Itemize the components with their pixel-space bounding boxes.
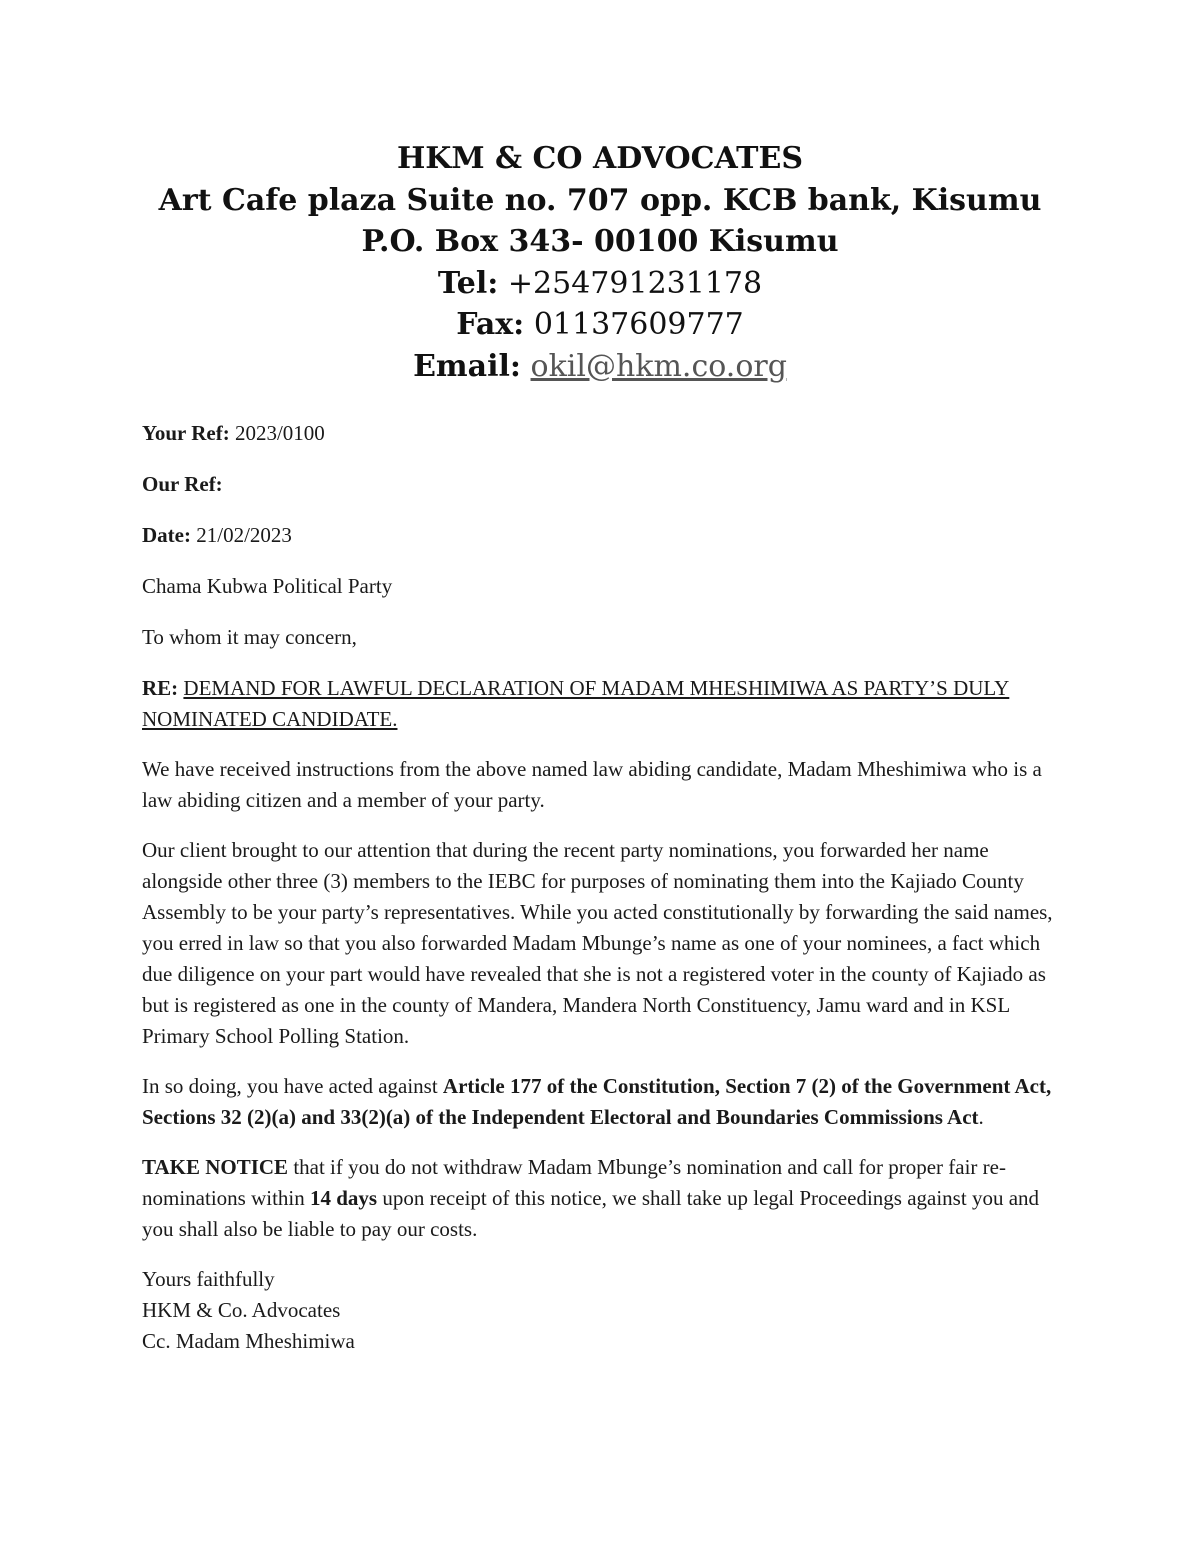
signoff-firm: HKM & Co. Advocates: [142, 1298, 341, 1322]
notice-heading: TAKE NOTICE: [142, 1155, 289, 1179]
fax-label: Fax:: [456, 307, 525, 342]
firm-email: [0, 346, 1200, 388]
firm-po-box: P.O. Box 343- 00100 Kisumu: [361, 224, 839, 259]
letterhead: [0, 138, 1200, 387]
closing: Yours faithfully: [142, 1267, 275, 1291]
firm-address: Art Cafe plaza Suite no. 707 opp. KCB bank, Kisumu: [158, 182, 1042, 218]
notice-deadline: 14 days: [310, 1186, 378, 1210]
subject-line: [142, 673, 1072, 735]
email-label: Email:: [413, 348, 521, 384]
your-ref: [142, 418, 1072, 449]
paragraph-instructions: We have received instructions from the above named law abiding candidate, Madam Mheshimiwa who is a law abiding citizen and a member of your party.: [142, 757, 1042, 812]
firm-tel: [0, 263, 1200, 305]
firm-name: HKM & CO ADVOCATES: [396, 141, 804, 176]
letter-body: [142, 418, 1072, 1357]
our-ref-label: Our Ref:: [142, 472, 223, 496]
carbon-copy: Cc. Madam Mheshimiwa: [142, 1329, 355, 1353]
fax-value: 01137609777: [533, 307, 744, 342]
notice-text-1: that if you do not withdraw Madam Mbunge’s nomination and call for proper fair re-nominations within: [142, 1155, 1006, 1210]
date-value: 21/02/2023: [196, 523, 292, 547]
violations-end: .: [978, 1105, 984, 1129]
recipient: Chama Kubwa Political Party: [142, 574, 393, 598]
signoff: [142, 1264, 1072, 1357]
letter-date: [142, 520, 1072, 551]
your-ref-value: 2023/0100: [234, 421, 325, 445]
tel-label: Tel:: [437, 265, 499, 301]
email-link[interactable]: okil@hkm.co.org: [530, 348, 787, 384]
paragraph-violations: [142, 1071, 1072, 1133]
subject-text: DEMAND FOR LAWFUL DECLARATION OF MADAM MHESHIMIWA AS PARTY’S DULY NOMINATED CANDIDATE.: [142, 676, 1010, 731]
notice-text-2: upon receipt of this notice, we shall take up legal Proceedings against you and you shall also be liable to pay our costs.: [142, 1186, 1040, 1241]
date-label: Date:: [142, 523, 191, 547]
firm-fax: [0, 304, 1200, 346]
violations-statutes: Article 177 of the Constitution, Section 7 (2) of the Government Act, Sections 32 (2)(a) and 33(2)(a) of the Independent Electoral and Boundaries Commissions Act: [142, 1074, 1052, 1129]
violations-intro: In so doing, you have acted against: [142, 1074, 443, 1098]
subject-label: RE:: [142, 676, 179, 700]
your-ref-label: Your Ref:: [142, 421, 230, 445]
our-ref: [142, 469, 1072, 500]
tel-value: +254791231178: [507, 265, 763, 301]
salutation: To whom it may concern,: [142, 625, 357, 649]
paragraph-facts: Our client brought to our attention that during the recent party nominations, you forwarded her name alongside other three (3) members to the IEBC for purposes of nominating them into the Kajiado County Assembly to be your party’s representatives. While you acted constitutionally by forwarding the said names, you erred in law so that you also forwarded Madam Mbunge’s name as one of your nominees, a fact which due diligence on your part would have revealed that she is not a registered voter in the county of Kajiado as but is registered as one in the county of Mandera, Mandera North Constituency, Jamu ward and in KSL Primary School Polling Station.: [142, 838, 1053, 1048]
paragraph-notice: [142, 1152, 1072, 1245]
